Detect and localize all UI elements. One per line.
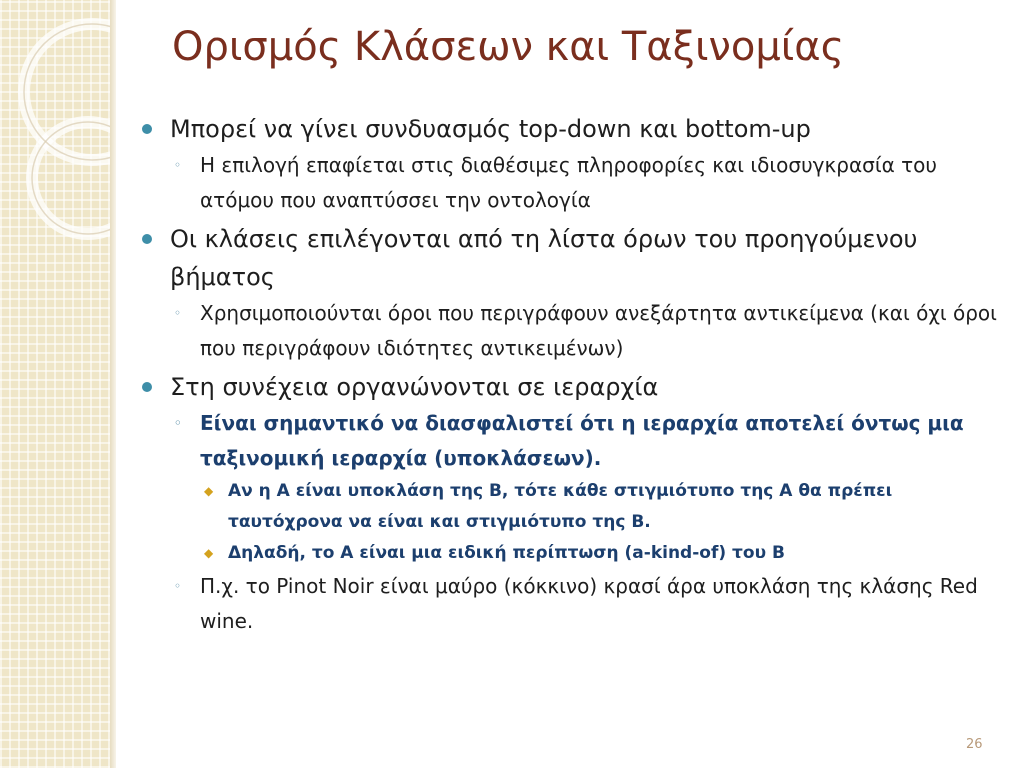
bullet-text: Αν η A είναι υποκλάση της B, τότε κάθε στιγμιότυπο της A θα πρέπει ταυτόχρονα να είναι και στιγμιότυπο της B. <box>228 481 893 532</box>
slide-content <box>140 108 1006 639</box>
diamond-bullet-icon: ◆ <box>204 546 214 560</box>
bullet-text: Δηλαδή, το A είναι μια ειδική περίπτωση (a-kind-of) του B <box>228 543 785 563</box>
bullet-dot-icon <box>142 382 152 392</box>
slide-title: Ορισμός Κλάσεων και Ταξινομίας <box>172 24 845 70</box>
ring-bullet-icon: ◦ <box>174 158 182 172</box>
bullet-level2-taxonomic <box>140 406 1006 476</box>
bullet-text: Οι κλάσεις επιλέγονται από τη λίστα όρων του προηγούμενου βήματος <box>170 225 918 291</box>
bullet-level2-choice <box>140 148 1006 218</box>
bullet-text: Π.χ. το Pinot Noir είναι μαύρο (κόκκινο) κρασί άρα υποκλάση της κλάσης Red wine. <box>200 574 978 633</box>
bullet-level1-classes <box>140 220 1006 296</box>
bullet-text: Στη συνέχεια οργανώνονται σε ιεραρχία <box>170 373 659 401</box>
bullet-level2-terms <box>140 296 1006 366</box>
decorative-left-band <box>0 0 110 768</box>
band-edge <box>110 0 116 768</box>
bullet-level1-hierarchy <box>140 368 1006 406</box>
bullet-dot-icon <box>142 234 152 244</box>
diamond-bullet-icon: ◆ <box>204 484 214 498</box>
ring-bullet-icon: ◦ <box>174 306 182 320</box>
bullet-level2-example <box>140 569 1006 639</box>
bullet-text: Χρησιμοποιούνται όροι που περιγράφουν ανεξάρτητα αντικείμενα (και όχι όροι που περιγράφουν ιδιότητες αντικειμένων) <box>200 301 997 360</box>
ring-bullet-icon: ◦ <box>174 579 182 593</box>
decorative-circles <box>0 0 110 300</box>
ring-bullet-icon: ◦ <box>174 416 182 430</box>
bullet-level1-top-down-bottom-up <box>140 110 1006 148</box>
bullet-dot-icon <box>142 124 152 134</box>
bullet-text: Είναι σημαντικό να διασφαλιστεί ότι η ιεραρχία αποτελεί όντως μια ταξινομική ιεραρχία (υποκλάσεων). <box>200 411 964 470</box>
bullet-level3-subclass <box>140 476 1006 538</box>
bullet-text: Η επιλογή επαφίεται στις διαθέσιμες πληροφορίες και ιδιοσυγκρασία του ατόμου που αναπτύσσει την οντολογία <box>200 153 937 212</box>
bullet-text: Μπορεί να γίνει συνδυασμός top-down και bottom-up <box>170 115 811 143</box>
bullet-level3-a-kind-of <box>140 538 1006 569</box>
slide-number: 26 <box>966 737 983 752</box>
